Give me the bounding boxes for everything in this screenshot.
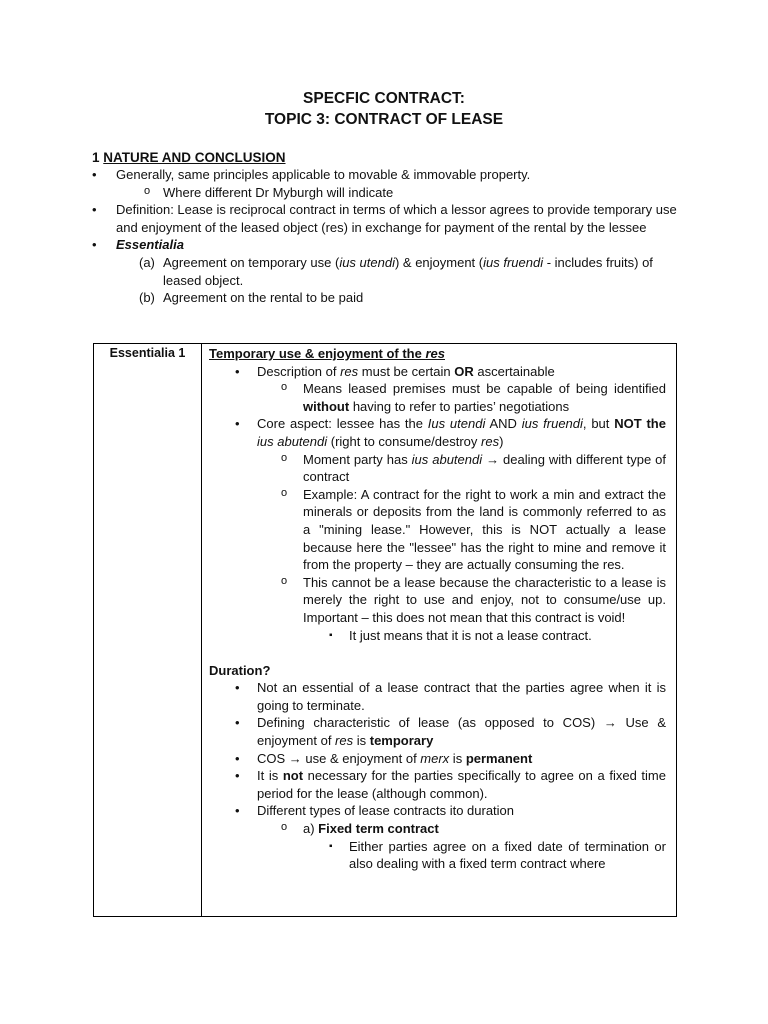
section-heading-text: NATURE AND CONCLUSION — [103, 150, 286, 165]
list-item: • Description of res must be certain OR ascertainable — [235, 363, 555, 379]
essentialia-item-b: (b) Agreement on the rental to be paid — [139, 290, 364, 306]
list-item: • COS → use & enjoyment of merx is permanent — [235, 750, 533, 766]
list-item: o Means leased premises must be capable of being identified without having to refer to parties’ negotiations — [281, 381, 666, 414]
square-bullet-icon: ▪ — [329, 629, 333, 641]
circle-bullet-icon: o — [281, 381, 288, 394]
bullet-icon: • — [235, 750, 240, 766]
intro-bullet-definition: • Definition: Lease is reciprocal contract in terms of which a lessor agrees to provide temporary use and enjoyment of the leased object (res) in exchange for payment of the rental by the lessee — [92, 202, 677, 235]
list-item: o This cannot be a lease because the characteristic to a lease is merely the right to use and enjoy, not to consume/use up. Important – this does not mean that this contract is void! — [281, 574, 666, 625]
list-item: • Different types of lease contracts ito duration — [235, 803, 515, 819]
circle-bullet-icon: o — [281, 486, 288, 499]
bullet-icon: • — [235, 680, 240, 696]
essentialia-label: Essentialia 1 — [109, 346, 186, 360]
table-row — [94, 344, 677, 917]
duration-heading: Duration? — [209, 662, 271, 678]
section-nature-conclusion — [92, 149, 682, 307]
intro-bullet-general: • Generally, same principles applicable to movable & immovable property. — [92, 167, 531, 182]
intro-bullet-essentialia: • Essentialia — [92, 237, 184, 253]
list-item: • Not an essential of a lease contract that the parties agree when it is going to terminate. — [235, 680, 666, 713]
circle-bullet-icon: o — [281, 820, 288, 833]
circle-bullet-icon: o — [144, 184, 151, 197]
square-bullet-icon: ▪ — [329, 840, 333, 852]
bullet-icon: • — [92, 167, 97, 182]
list-item: o Example: A contract for the right to work a min and extract the minerals or deposits from the land is commonly referred to as a "mining lease." However, this is NOT actually a lease because here the "lessee" has the right to mine and remove it from the property – they are actually consuming the res. — [281, 486, 666, 573]
list-item: • Defining characteristic of lease (as opposed to COS) → Use & enjoyment of res is temporary — [235, 715, 666, 748]
doc-title-line2: TOPIC 3: CONTRACT OF LEASE — [264, 111, 504, 128]
bullet-icon: • — [92, 202, 97, 218]
bullet-icon: • — [235, 768, 240, 784]
doc-title-line1: SPECFIC CONTRACT: — [303, 90, 465, 107]
bullet-icon: • — [235, 416, 240, 432]
section-heading: 1 NATURE AND CONCLUSION — [92, 150, 286, 165]
list-item: ▪ Either parties agree on a fixed date of termination or also dealing with a fixed term contract where — [329, 838, 666, 872]
table-right-cell — [202, 344, 677, 917]
table-left-cell — [94, 344, 202, 917]
circle-bullet-icon: o — [281, 574, 288, 587]
intro-sub-bullet: o Where different Dr Myburgh will indicate — [144, 184, 394, 200]
essentialia-item-a: (a) Agreement on temporary use (ius utendi) & enjoyment (ius fruendi - includes fruits) of leased object. — [139, 254, 653, 288]
list-item: o Moment party has ius abutendi → dealing with different type of contract — [281, 451, 666, 485]
bullet-icon: • — [235, 715, 240, 731]
list-item: • It is not necessary for the parties specifically to agree on a fixed time period for the lease (although common). — [235, 768, 666, 801]
list-item: • Core aspect: lessee has the Ius utendi AND ius fruendi, but NOT the ius abutendi (right to consume/destroy res) — [235, 416, 666, 449]
list-item: o a) Fixed term contract — [281, 820, 439, 836]
bullet-icon: • — [92, 237, 97, 253]
table-heading: Temporary use & enjoyment of the res — [209, 346, 445, 361]
circle-bullet-icon: o — [281, 451, 288, 464]
bullet-icon: • — [235, 803, 240, 819]
list-item: ▪ It just means that it is not a lease contract. — [329, 627, 592, 643]
essentialia-table — [93, 343, 677, 917]
bullet-icon: • — [235, 363, 240, 379]
